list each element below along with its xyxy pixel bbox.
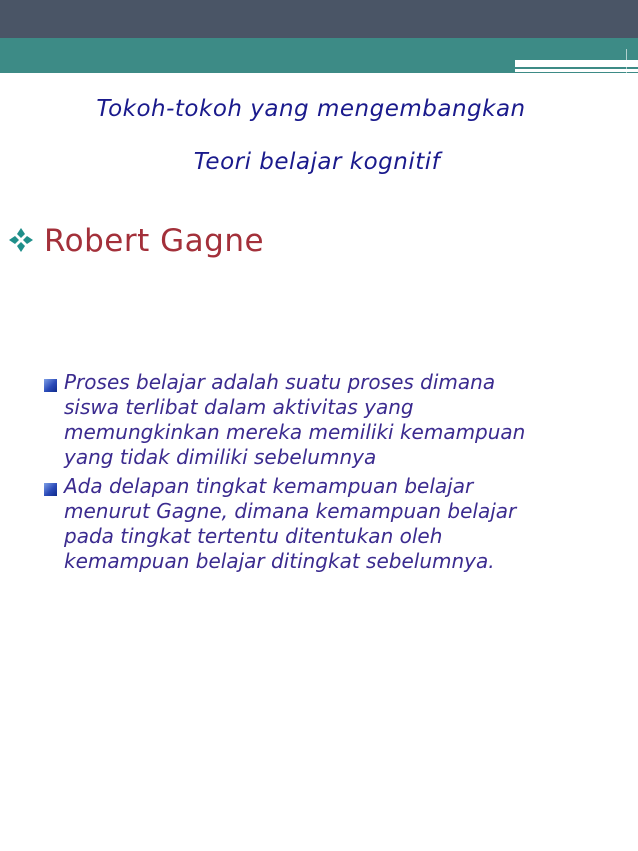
- bullet-line: siswa terlibat dalam aktivitas yang: [64, 395, 414, 419]
- bullet-line: menurut Gagne, dimana kemampuan belajar: [64, 499, 517, 523]
- accent-divider: [626, 49, 627, 75]
- accent-rule: [515, 67, 638, 69]
- bullet-line: Ada delapan tingkat kemampuan belajar: [64, 474, 474, 498]
- bullet-line: memungkinkan mereka memiliki kemampuan: [64, 420, 526, 444]
- list-item: [44, 474, 604, 574]
- list-item: [44, 370, 604, 470]
- section-heading: [8, 223, 264, 259]
- accent-tab: [0, 60, 515, 73]
- square-bullet-icon: [44, 483, 57, 496]
- bullet-line: yang tidak dimiliki sebelumnya: [64, 445, 377, 469]
- bullet-line: Proses belajar adalah suatu proses dimana: [64, 370, 496, 394]
- slide-title-line-2: Teori belajar kognitif: [193, 149, 441, 175]
- slide-title-line-1: Tokoh-tokoh yang mengembangkan: [96, 96, 526, 122]
- square-bullet-icon: [44, 379, 57, 392]
- accent-rule-thin: [515, 72, 638, 73]
- accent-band: [0, 38, 638, 60]
- bullet-list: [44, 370, 604, 578]
- diamond-bullet-icon: [8, 225, 34, 251]
- top-bar: [0, 0, 638, 38]
- section-heading-text: Robert Gagne: [44, 223, 265, 259]
- bullet-line: pada tingkat tertentu ditentukan oleh: [64, 524, 443, 548]
- bullet-line: kemampuan belajar ditingkat sebelumnya.: [64, 549, 495, 573]
